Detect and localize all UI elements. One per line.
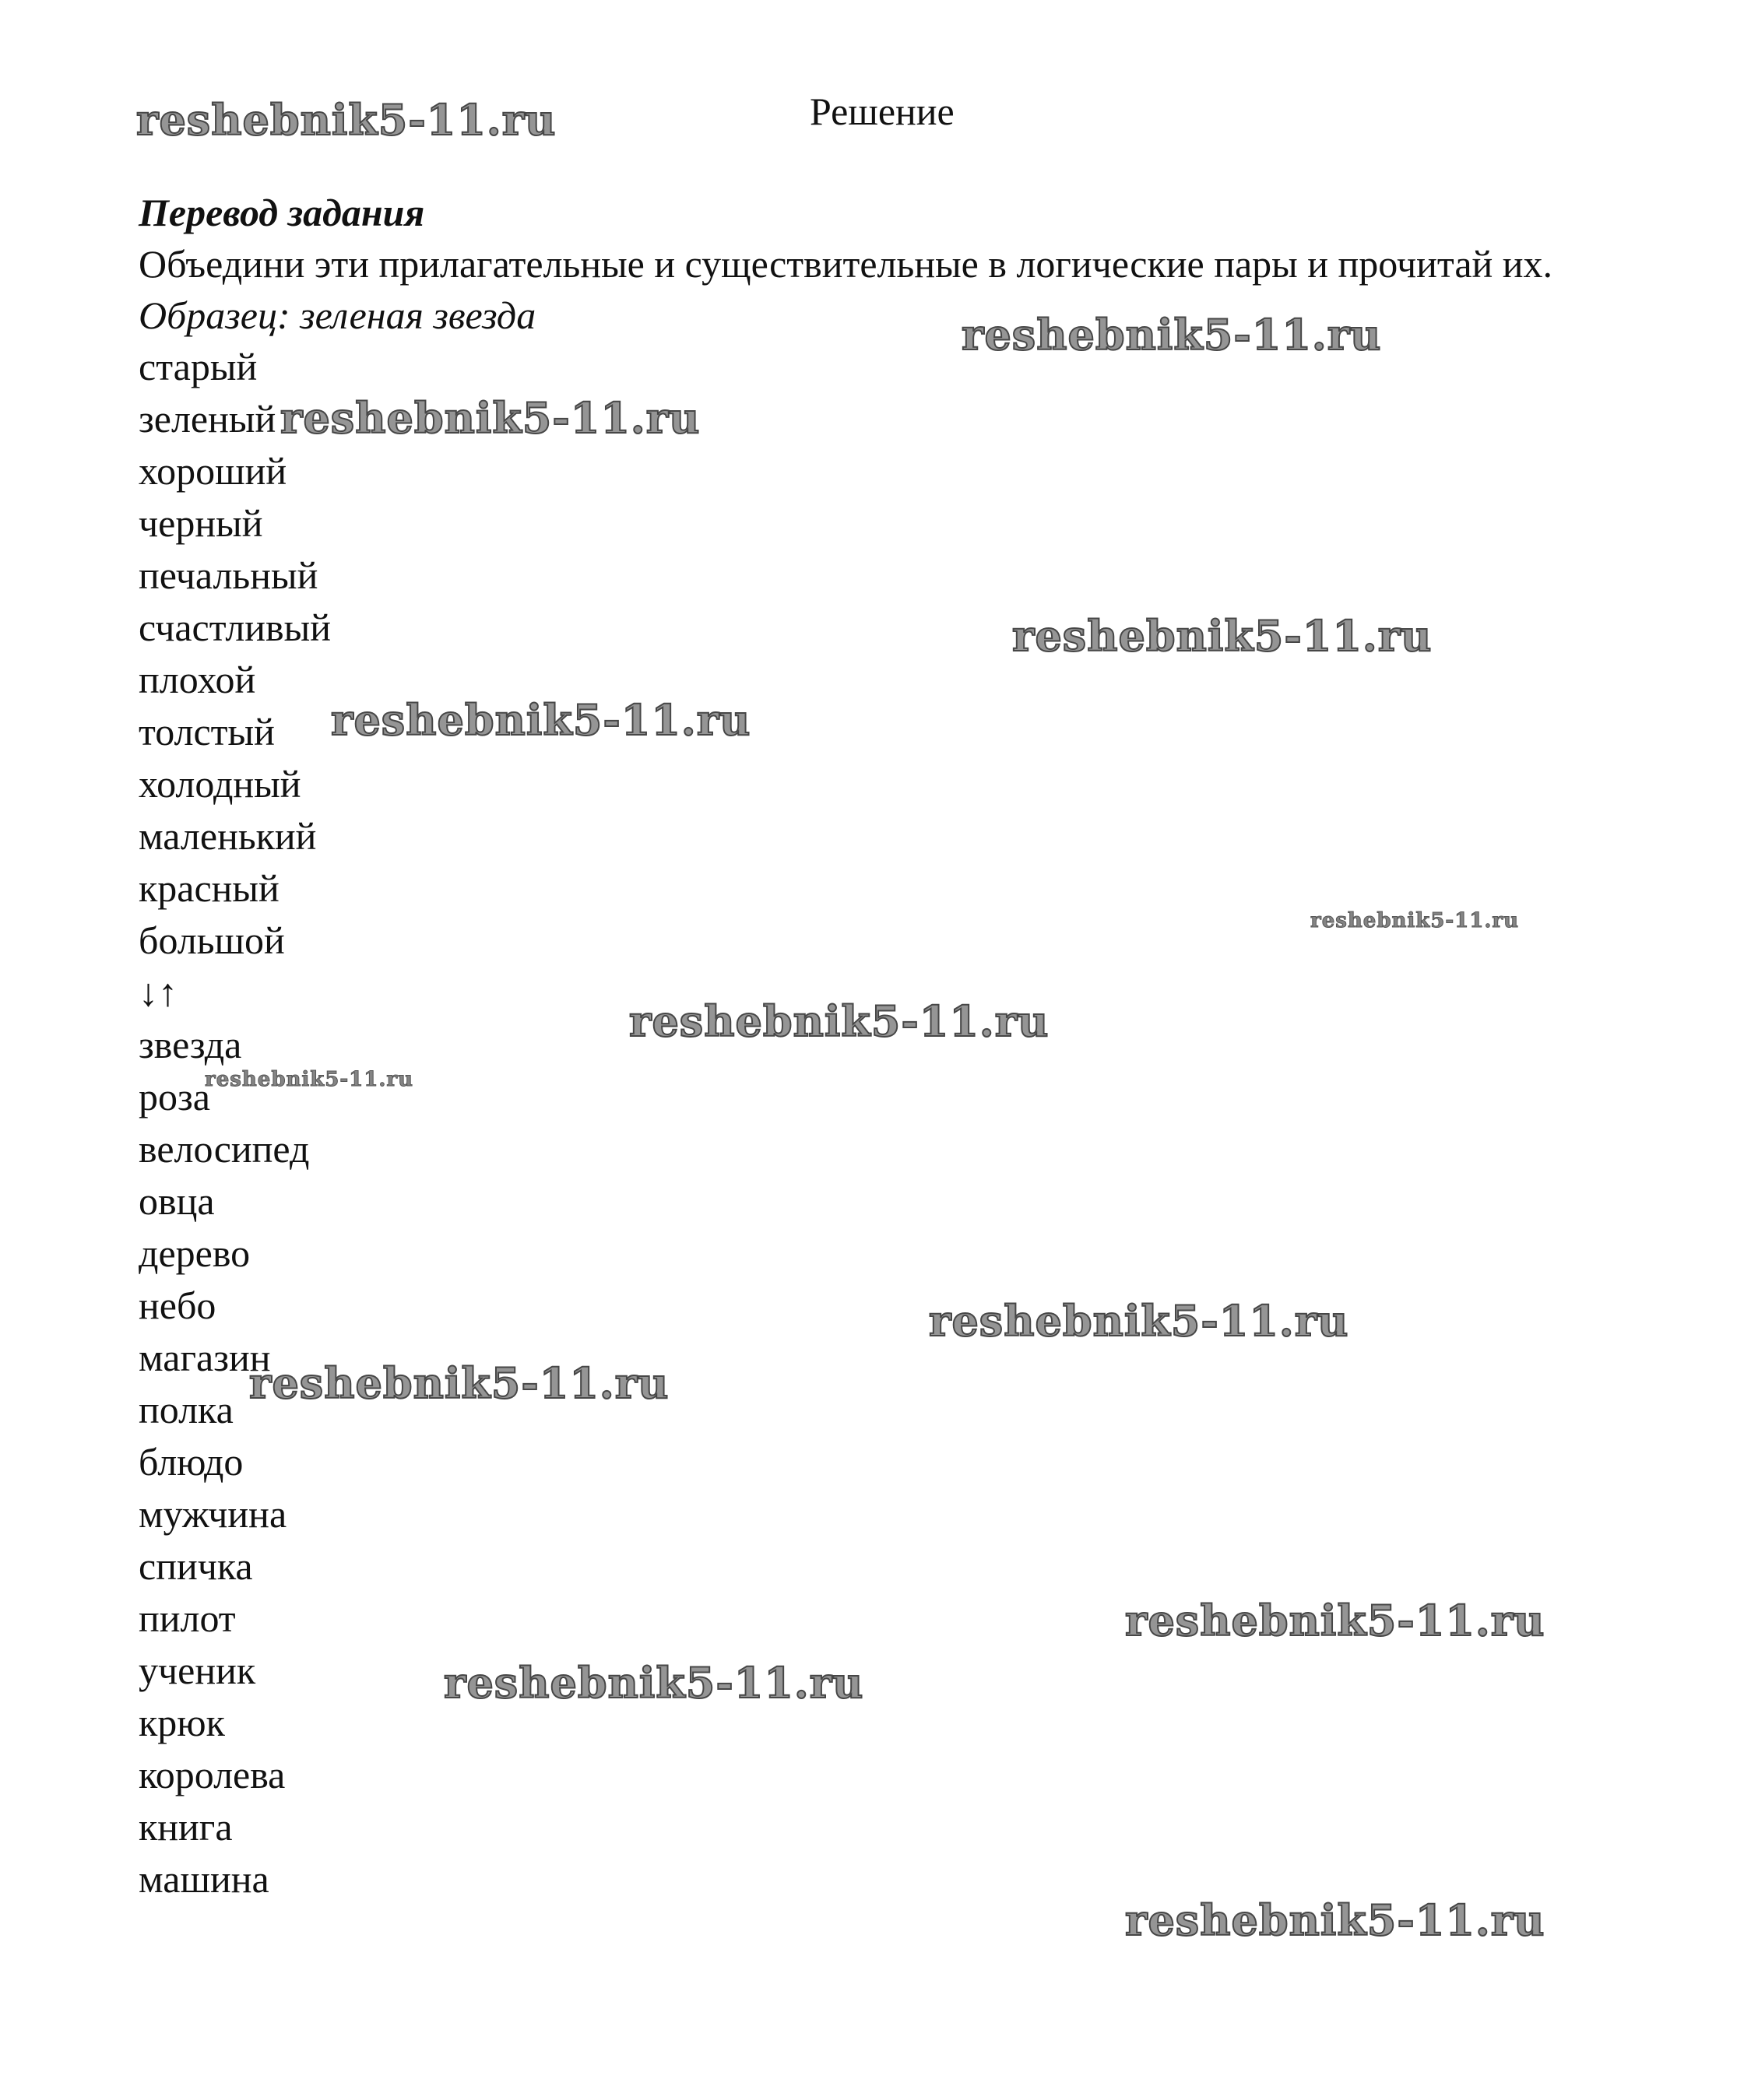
adjective-item: хороший [139, 449, 287, 493]
noun-item: дерево [139, 1231, 251, 1275]
noun-item: крюк [139, 1701, 225, 1744]
noun-item: машина [139, 1857, 269, 1901]
adjective-item: толстый [139, 710, 275, 753]
adjective-item: зеленый [139, 397, 276, 441]
noun-item: блюдо [139, 1440, 244, 1484]
watermark: reshebnik5-11.ru [1125, 1596, 1545, 1645]
watermark: reshebnik5-11.ru [629, 996, 1050, 1046]
adjective-item: счастливый [139, 606, 331, 649]
watermark: reshebnik5-11.ru [444, 1658, 864, 1708]
up-down-arrows-icon: ↓↑ [139, 971, 178, 1014]
noun-item: спичка [139, 1544, 253, 1588]
watermark: reshebnik5-11.ru [1310, 909, 1520, 932]
noun-item: мужчина [139, 1492, 287, 1536]
adjective-item: маленький [139, 814, 317, 858]
adjective-item: красный [139, 866, 280, 910]
watermark: reshebnik5-11.ru [962, 310, 1382, 360]
noun-item: роза [139, 1075, 210, 1118]
noun-item: королева [139, 1753, 286, 1796]
noun-item: небо [139, 1284, 216, 1327]
example-line: Образец: зеленая звезда [139, 293, 536, 337]
adjective-item: холодный [139, 762, 301, 806]
adjective-item: печальный [139, 553, 318, 597]
noun-item: магазин [139, 1336, 271, 1379]
noun-item: полка [139, 1388, 234, 1431]
adjective-item: старый [139, 345, 258, 388]
watermark: reshebnik5-11.ru [1012, 611, 1433, 661]
task-translation-heading: Перевод задания [139, 191, 425, 234]
watermark: reshebnik5-11.ru [929, 1296, 1349, 1346]
adjective-item: плохой [139, 658, 256, 701]
watermark: reshebnik5-11.ru [331, 695, 751, 745]
document-body [139, 187, 1579, 1905]
watermark: reshebnik5-11.ru [1125, 1895, 1545, 1945]
noun-item: пилот [139, 1596, 236, 1640]
watermark: reshebnik5-11.ru [205, 1068, 414, 1091]
page-title: Решение [810, 90, 955, 133]
adjective-item: черный [139, 501, 263, 545]
watermark: reshebnik5-11.ru [280, 393, 701, 443]
noun-item: звезда [139, 1023, 242, 1066]
task-instruction: Объедини эти прилагательные и существительные в логические пары и прочитай их. [139, 242, 1553, 286]
noun-list [139, 1019, 1579, 1905]
adjective-item: большой [139, 918, 285, 962]
watermark: reshebnik5-11.ru [136, 95, 557, 145]
noun-item: велосипед [139, 1127, 310, 1171]
noun-item: книга [139, 1805, 233, 1849]
noun-item: ученик [139, 1649, 256, 1692]
noun-item: овца [139, 1179, 215, 1223]
watermark: reshebnik5-11.ru [249, 1358, 670, 1408]
